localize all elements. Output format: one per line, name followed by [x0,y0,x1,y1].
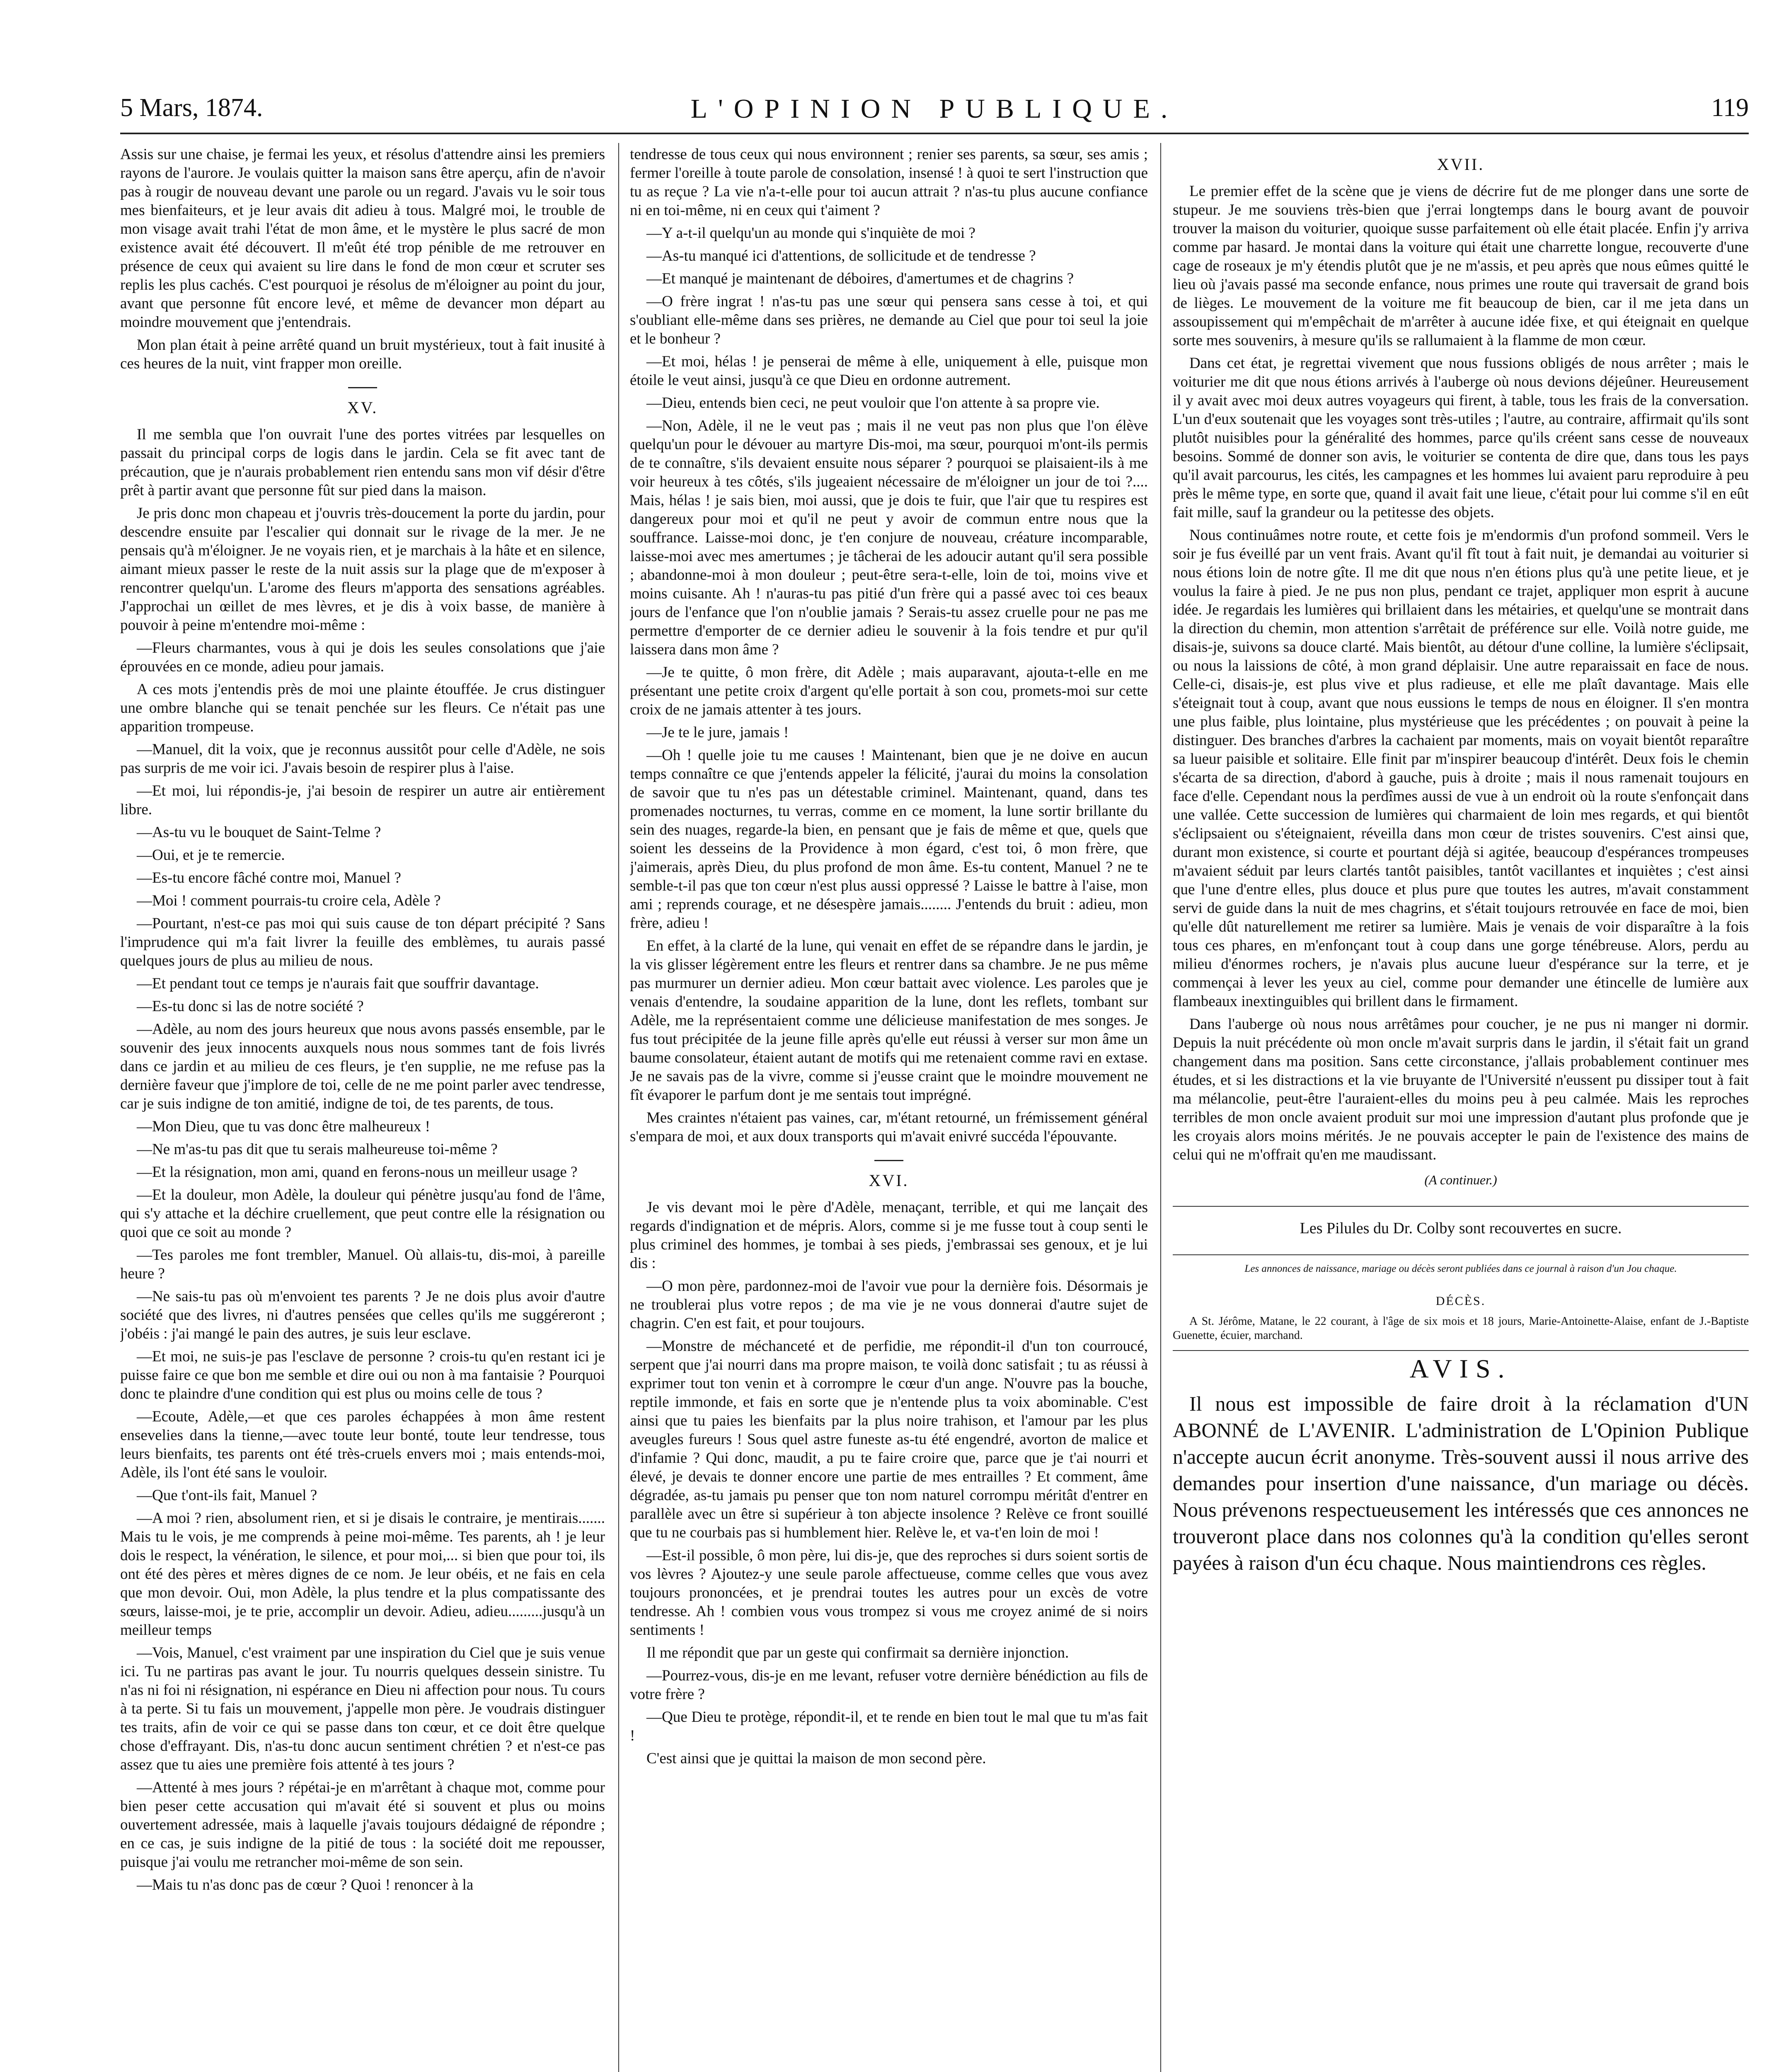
paragraph: Je vis devant moi le père d'Adèle, menaçant, terrible, et qui me lançait des regards d'indignation et de mépris. Alors, comme si je me fusse tout à coup senti le plus criminel des hommes, je tombai à ses pieds, j'embrassai ses genoux, et je lui dis : [630,1199,1148,1272]
paragraph: —Manuel, dit la voix, que je reconnus aussitôt pour celle d'Adèle, ne sois pas surpris de me voir ici. J'avais besoin de respirer plus à l'aise. [120,741,605,777]
paragraph: —Et moi, ne suis-je pas l'esclave de personne ? crois-tu qu'en restant ici je puisse faire ce que bon me semble et dire oui ou non à ma fantaisie ? Pourquoi donc te plaindre d'une condition qui est plus ou moins celle de tous ? [120,1348,605,1402]
paragraph: —Tes paroles me font trembler, Manuel. Où allais-tu, dis-moi, à pareille heure ? [120,1247,605,1282]
paragraph: Dans l'auberge où nous nous arrêtâmes pour coucher, je ne pus ni manger ni dormir. Depuis la nuit précédente où mon oncle m'avait surpris dans le jardin, il s'était fait un grand changement dans ma position. Sans cette circonstance, j'allais probablement continuer mes études, et si les distractions et la vie bruyante de l'Université n'eussent pu dissiper tout à fait ma mélancolie, peut-être l'auraient-elles du moins peu à peu calmée. Mais les reproches terribles de mon oncle avaient produit sur moi une impression d'autant plus profonde que je les croyais alors moins mérités. Je ne pouvais accepter le pain de l'existence des mains de celui qui ne m'offrait qu'en me maudissant. [1173,1016,1749,1163]
paragraph: —Est-il possible, ô mon père, lui dis-je, que des reproches si durs soient sortis de vos lèvres ? Ajoutez-y une seule parole affectueuse, comme celles que vous avez toujours prononcées, et je prendrai toutes les autres pour un excès de votre tendresse. Ah ! combien vous vous trompez si vous me croyez animé de si noirs sentiments ! [630,1547,1148,1639]
paragraph: —Je te le jure, jamais ! [646,724,789,741]
paragraph: —Dieu, entends bien ceci, ne peut vouloir que l'on attente à sa propre vie. [646,395,1100,411]
paragraph: —Et moi, hélas ! je penserai de même à elle, uniquement à elle, puisque mon étoile le veut ainsi, jusqu'à ce que Dieu en ordonne autrement. [630,353,1148,389]
column-3 [1173,145,1749,2072]
paragraph: Nous continuâmes notre route, et cette fois je m'endormis d'un profond sommeil. Vers le soir je fus éveillé par un vent frais. Avant qu'il fît tout à fait nuit, je demandai au voiturier si nous étions loin de notre gîte. Il me dit que nous n'en étions plus qu'à une petite lieue, et je voulus la faire à pied. Je ne pus non plus, pendant ce trajet, appliquer mon esprit à aucune idée. Je regardais les lumières qui brillaient dans les métairies, et quelqu'une se montrait dans la direction du chemin, mon attention s'arrêtait de préférence sur elle. Voilà notre guide, me disais-je, suivons sa douce clarté. Mais bientôt, au détour d'une colline, la lumière s'éclipsait, ou nous la laissions de côté, à mon grand déplaisir. Une autre reparaissait en face de nous. Celle-ci, disais-je, est plus vive et plus radieuse, et elle me plaît davantage. Mais elle s'éteignait tout à coup, avant que nous eussions le temps de nous en éloigner. Il s'en montra une plus faible, plus lointaine, plus mystérieuse que les précédentes ; on pouvait à peine la distinguer. Des branches d'arbres la cachaient par moments, mais on voyait bientôt reparaître sa lueur paisible et solitaire. Elle finit par m'inspirer beaucoup d'intérêt. Deux fois le chemin s'écarta de sa direction, d'abord à gauche, puis à droite ; mais il nous ramenait toujours en face d'elle. Cependant nous la perdîmes aussi de vue à un endroit où la route s'enfonçait dans une vallée. Cette succession de lumières qui charmaient de loin mes regards, et qui bientôt s'éclipsaient ou s'éteignaient, réveilla dans mon cœur de tristes souvenirs. C'est ainsi que, durant mon existence, si courte et pourtant déjà si agitée, beaucoup d'espérances trompeuses m'avaient séduit par leurs clartés tantôt paisibles, tantôt vacillantes et inquiètes ; c'est ainsi que l'une d'entre elles, plus douce et plus pure que toutes les autres, m'avait constamment servi de guide dans la nuit de mes chagrins, et s'était toujours retrouvée en face de moi, bien qu'elle dût naturellement me retirer sa lumière. Mais je venais de voir disparaître à la fois tous ces phares, en m'enfonçant tout à coup dans une gorge ténébreuse. Alors, perdu au milieu d'énormes rochers, je n'avais plus aucune lueur d'espérance sur la terre, et je commençai à lever les yeux au ciel, comme pour demander une étincelle de lumière aux flambeaux inextinguibles qui brillent dans le firmament. [1173,527,1749,1010]
issue-date: 5 Mars, 1874. [120,94,263,122]
paragraph: —Pourtant, n'est-ce pas moi qui suis cause de ton départ précipité ? Sans l'imprudence qui m'a fait livrer la feuille des emblèmes, tu aurais passé quelques jours de plus au milieu de nous. [120,915,605,969]
chapter-heading: XV. [347,398,378,417]
to-be-continued: (A continuer.) [1424,1172,1497,1187]
paragraph: —Fleurs charmantes, vous à qui je dois les seules consolations que j'aie éprouvées en ce monde, adieu pour jamais. [120,639,605,675]
paragraph: —Es-tu encore fâché contre moi, Manuel ? [137,869,401,886]
section-rule [348,387,377,388]
paragraph: —O mon père, pardonnez-moi de l'avoir vue pour la dernière fois. Désormais je ne troublerai plus votre repos ; de ma vie je ne vous donnerai d'autre sujet de chagrin. C'en est fait, et pour toujours. [630,1278,1148,1332]
divider [1173,1350,1749,1351]
header-rule [120,133,1749,134]
paragraph: —Et moi, lui répondis-je, j'ai besoin de respirer un autre air entièrement libre. [120,782,605,818]
paragraph: —Moi ! comment pourrais-tu croire cela, Adèle ? [137,892,441,909]
chapter-heading: XVI. [869,1171,909,1190]
paragraph: C'est ainsi que je quittai la maison de mon second père. [646,1750,986,1767]
paragraph: —Y a-t-il quelqu'un au monde qui s'inquiète de moi ? [646,225,975,242]
paragraph: Mon plan était à peine arrêté quand un bruit mystérieux, tout à fait inusité à ces heures de la nuit, vint frapper mon oreille. [120,336,605,372]
paragraph: —As-tu manqué ici d'attentions, de sollicitude et de tendresse ? [646,247,1036,264]
paragraph: —Oh ! quelle joie tu me causes ! Maintenant, bien que je ne doive en aucun temps connaître ce que j'entends appeler la félicité, j'aurai du moins la consolation de savoir que tu n'es pas un détestable criminel. Maintenant, quand, dans tes promenades nocturnes, tu verras, comme en ce moment, la lune sortir brillante du sein des nuages, regarde-la bien, en pensant que je fais de même et que, quels que soient les desseins de la Providence à mon égard, c'est toi, ô mon frère, que j'aimerais, après Dieu, du plus profond de mon âme. Es-tu content, Manuel ? ne te semble-t-il pas que ton cœur n'est plus aussi oppressé ? Laisse le battre à l'aise, mon ami ; reprends courage, et ne désespère jamais........ J'entends du bruit : adieu, mon frère, adieu ! [630,747,1148,932]
newspaper-title: L'OPINION PUBLIQUE. [690,94,1179,124]
deaths-heading: DÉCÈS. [1435,1294,1486,1308]
paragraph: —Que Dieu te protège, répondit-il, et te rende en bien tout le mal que tu m'as fait ! [630,1709,1148,1744]
paragraph: Mes craintes n'étaient pas vaines, car, m'étant retourné, un frémissement général s'empara de moi, et aux doux transports qui m'avait enivré succéda l'épouvante. [630,1109,1148,1145]
paragraph: —Mais tu n'as donc pas de cœur ? Quoi ! renoncer à la [137,1876,474,1893]
paragraph: —Adèle, au nom des jours heureux que nous avons passés ensemble, par le souvenir des jeux innocents auxquels nous nous sommes tant de fois livrés dans ce jardin et au milieu de ces fleurs, je t'en supplie, ne me refuse pas la dernière faveur que j'implore de toi, celle de ne me point parler avec tendresse, car je suis indigne de ton amitié, indigne de toi, de tes parents, de tous. [120,1021,605,1112]
paragraph: —Et manqué je maintenant de déboires, d'amertumes et de chagrins ? [646,270,1074,287]
divider [1173,1254,1749,1255]
paragraph: —Oui, et je te remercie. [137,847,285,864]
notice-heading: AVIS. [1409,1354,1512,1383]
paragraph: —Ecoute, Adèle,—et que ces paroles échappées à mon âme restent ensevelies dans la tienne,—avec toute leur bonté, toute leur tendresse, tous leurs bienfaits, tes parents ont été très-cruels envers moi ; mais entends-moi, Adèle, ils l'ont été sans le vouloir. [120,1408,605,1481]
paragraph: —Attenté à mes jours ? répétai-je en m'arrêtant à chaque mot, comme pour bien peser cette accusation qui m'avait été si souvent et plus ou moins ouvertement adressée, mais à laquelle j'avais toujours dédaigné de répondre ; en ce cas, je suis indigne de la pitié de tous : la société doit me repousser, puisque j'ai voulu me retrancher moi-même de son sein. [120,1779,605,1871]
paragraph: —Monstre de méchanceté et de perfidie, me répondit-il d'un ton courroucé, serpent que j'ai nourri dans ma propre maison, te voilà donc satisfait ; tu as réussi à exprimer tout ton venin et à corrompre le cœur d'un ange. N'ouvre pas la bouche, reptile immonde, et fais en sorte que je n'entende plus ta voix abominable. C'est ainsi que tu paies les bienfaits par la plus noire trahison, et l'amour par les plus aveugles fureurs ! Sous quel astre funeste as-tu été engendré, avorton de malice et d'infamie ? Qui donc, maudit, a pu te faire croire que, parce que je t'ai nourri et élevé, je devais te donner encore une partie de mes entrailles ? Et comment, âme dégradée, as-tu jamais pu penser que ton nom naturel corrompu méritât d'entrer en parallèle avec un être si supérieur à ton abjecte insolence ? Relève ce front souillé que tu ne courbais pas si humblement hier. Relève le, et va-t'en loin de moi ! [630,1338,1148,1541]
paragraph: tendresse de tous ceux qui nous environnent ; renier ses parents, sa sœur, ses amis ; fermer l'oreille à toute parole de consolation, insensé ! à quoi te sert l'instruction que tu as reçue ? La vie n'a-t-elle pour toi aucun attrait ? n'as-tu plus aucune confiance ni en toi-même, ni en ceux qui t'aiment ? [630,146,1148,219]
paragraph: —Es-tu donc si las de notre société ? [137,998,364,1015]
paragraph: —Non, Adèle, il ne le veut pas ; mais il ne veut pas non plus que l'on élève quelqu'un pour le dévouer au martyre Dis-moi, ma sœur, pourquoi m'ont-ils permis de te connaître, s'ils devaient ensuite nous séparer ? pourquoi se plaisaient-ils à me voir heureux à tes côtés, s'ils jugeaient nécessaire de m'éloigner un jour de toi ?.... Mais, hélas ! je sais bien, moi aussi, que je dois te fuir, que l'air que tu respires est dangereux pour moi et qu'il ne peut y avoir de commun entre nous que la souffrance. Laisse-moi donc, je t'en conjure de nouveau, créature incomparable, laisse-moi avec mes amertumes ; je tâcherai de les adoucir autant qu'il sera possible ; abandonne-moi à mon douleur ; peut-être sera-t-elle, loin de toi, moins vive et moins cuisante. Ah ! n'auras-tu pas pitié d'un frère qui a passé avec toi ces beaux jours de l'enfance que l'on n'oublie jamais ? Serais-tu assez cruelle pour ne pas me permettre d'emporter de ce dernier adieu le souvenir à la fois tendre et pur qu'il laissera dans mon âme ? [630,417,1148,658]
paragraph: A ces mots j'entendis près de moi une plainte étouffée. Je crus distinguer une ombre blanche qui se tenait penchée sur les fleurs. Ce n'était pas une apparition trompeuse. [120,681,605,735]
advertisement: Les Pilules du Dr. Colby sont recouvertes en sucre. [1300,1220,1622,1237]
paragraph: —Et pendant tout ce temps je n'aurais fait que souffrir davantage. [137,975,539,992]
paragraph: —Je te quitte, ô mon frère, dit Adèle ; mais auparavant, ajouta-t-elle en me présentant une petite croix d'argent qu'elle portait à son cou, promets-moi sur cette croix de ne jamais attenter à tes jours. [630,664,1148,718]
notice-text: Il nous est impossible de faire droit à la réclamation d'UN ABONNÉ de L'AVENIR. L'administration de L'Opinion Publique n'accepte aucun écrit anonyme. Très-souvent aussi il nous arrive des demandes pour insertion d'une naissance, d'un mariage ou décès. Nous prévenons respectueusement les intéressés que ces annonces ne trouveront place dans nos colonnes qu'à la condition qu'elles seront payées à raison d'un écu chaque. Nous maintiendrons ces règles. [1173,1392,1749,1574]
paragraph: —A moi ? rien, absolument rien, et si je disais le contraire, je mentirais....... Mais tu le vois, je me comprends à peine moi-même. Tes parents, ah ! je leur dois le respect, la vénération, le silence, et pour moi,... si bien que pour toi, ils ont été des pères et mères dignes de ce nom. Je leur obéis, et ne fais en cela que mon devoir. Oui, mon Adèle, la plus tendre et la plus compatissante des sœurs, laisse-moi, je te prie, accomplir un devoir. Adieu, adieu.........jusqu'à un meilleur temps [120,1510,605,1639]
paragraph: —Pourrez-vous, dis-je en me levant, refuser votre dernière bénédiction au fils de votre frère ? [630,1667,1148,1703]
column-divider [1160,143,1161,2072]
paragraph: —As-tu vu le bouquet de Saint-Telme ? [137,824,381,841]
paragraph: Il me sembla que l'on ouvrait l'une des portes vitrées par lesquelles on passait du principal corps de logis dans le jardin. Cela se fit avec tant de précaution, que je n'aurais probablement rien entendu sans mon vif désir d'être prêt à partir avant que personne fût sur pied dans la maison. [120,426,605,499]
paragraph: —Que t'ont-ils fait, Manuel ? [137,1487,317,1504]
page-number: 119 [1711,94,1749,122]
paragraph: —Ne m'as-tu pas dit que tu serais malheureuse toi-même ? [137,1141,498,1158]
announcement-notice: Les annonces de naissance, mariage ou décès seront publiées dans ce journal à raison d'un Jou chaque. [1244,1263,1677,1274]
paragraph: Il me répondit que par un geste qui confirmait sa dernière injonction. [646,1644,1069,1661]
paragraph: —Et la résignation, mon ami, quand en ferons-nous un meilleur usage ? [137,1164,578,1181]
column-1 [120,145,605,2072]
paragraph: Le premier effet de la scène que je viens de décrire fut de me plonger dans une sorte de stupeur. Je me souviens très-bien que j'errai longtemps dans le bourg avant de pouvoir trouver la maison du voiturier, quoique susse parfaitement où elle était placée. Enfin j'y arriva comme par hasard. Je montai dans la voiture qui était une charrette longue, recouverte d'une cage de roseaux je m'y étendis plutôt que je ne m'assis, et peu après que nous eûmes quitté le lieu où j'avais passé ma seconde enfance, nous primes une route qui traversait de grand bois de lièges. Le mouvement de la voiture me fit beaucoup de bien, car il me jeta dans un assoupissement qui m'empêchait de m'arrêter à aucune idée fixe, et qui éteignait en quelque sorte mes souvenirs, à mesure qu'ils se rallumaient à la flamme de mon cœur. [1173,183,1749,349]
section-rule [874,1160,903,1161]
paragraph: Assis sur une chaise, je fermai les yeux, et résolus d'attendre ainsi les premiers rayons de l'aurore. Je voulais quitter la maison sans être aperçu, afin de n'avoir pas à rougir de nouveau devant une parole ou un regard. J'avais vu le soir tous mes bienfaiteurs, et je leur avais dit adieu à tous. Malgré moi, le trouble de mon visage avait trahi l'état de mon âme, et le mystère le plus sacré de mon existence avait été découvert. Il m'eût été trop pénible de me retrouver en présence de ceux qui avaient su lire dans le fond de mon cœur et scruter ses replis les plus cachés. C'est pourquoi je résolus de m'éloigner au point du jour, avant que personne fût encore levé, et même de devancer mon départ au moindre mouvement que j'entendrais. [120,146,605,331]
column-2 [630,145,1148,2072]
paragraph: —Vois, Manuel, c'est vraiment par une inspiration du Ciel que je suis venue ici. Tu ne partiras pas avant le jour. Tu nourris quelques dessein sinistre. Tu n'as ni foi ni résignation, ni espérance en Dieu ni affection pour nous. Tu cours à ta perte. Si tu fais un mouvement, j'appelle mon père. Je voudrais distinguer tes traits, afin de voir ce qui se passe dans ton cœur, et ce doit être quelque chose d'effrayant. Dis, n'as-tu donc aucun sentiment chrétien ? et n'est-ce pas assez que tu aies une première fois attenté à tes jours ? [120,1644,605,1773]
paragraph: —O frère ingrat ! n'as-tu pas une sœur qui pensera sans cesse à toi, et qui s'oubliant elle-même dans ses prières, ne demande au Ciel que pour toi seul la joie et le bonheur ? [630,293,1148,347]
paragraph: En effet, à la clarté de la lune, qui venait en effet de se répandre dans le jardin, je la vis glisser légèrement entre les fleurs et rentrer dans sa chambre. Je ne pus même pas murmurer un dernier adieu. Mon cœur battait avec violence. Les paroles que je venais d'entendre, la soudaine apparition de la lune, dont les reflets, tombant sur Adèle, me la représentaient comme une délicieuse manifestation de mes songes. Je fus tout précipitée de la jeune fille après qu'elle eut réussi à verser sur mon âme un baume consolateur, étaient autant de motifs qui me retenaient comme ravi en extase. Je ne savais pas de la vivre, comme si j'eusse craint que le moindre mouvement ne fît évaporer le parfum dont je me sentais tout imprégné. [630,937,1148,1104]
paragraph: Je pris donc mon chapeau et j'ouvris très-doucement la porte du jardin, pour descendre ensuite par l'escalier qui donnait sur le rivage de la mer. Je ne pensais qu'à m'éloigner. Je ne voyais rien, et je marchais à la hâte et en silence, aimant mieux passer le reste de la nuit assis sur la plage que de m'exposer à rencontrer quelqu'un. L'arome des fleurs m'apporta des sensations agréables. J'approchai un œillet de mes lèvres, et je dis à voix basse, de manière à pouvoir à peine m'entendre moi-même : [120,505,605,634]
divider [1173,1206,1749,1207]
paragraph: —Ne sais-tu pas où m'envoient tes parents ? Je ne dois plus avoir d'autre société que des livres, ni d'autres pensées que celles qu'ils me suggéreront ; j'obéis : j'ai mangé le pain des autres, je suis leur esclave. [120,1288,605,1342]
column-divider [618,143,619,2072]
page-header [120,93,1749,131]
paragraph: Dans cet état, je regrettai vivement que nous fussions obligés de nous arrêter ; mais le voiturier me dit que nous étions arrivés à l'auberge où nous devions déjeûner. Heureusement il y avait avec moi deux autres voyageurs qui firent, à table, tous les frais de la conversation. L'un d'eux soutenait que les voyages sont très-utiles ; l'autre, au contraire, affirmait qu'ils sont plutôt nuisibles pour la généralité des hommes, parce qu'ils créent sans cesse de nouveaux besoins. Sommé de donner son avis, le voiturier se contenta de dire que, dans tous les pays qu'il avait parcourus, les cités, les campagnes et les hommes lui avaient paru reproduire à peu près le même type, en sorte que, quand il avait fait une lieue, c'était pour lui comme s'il en eût fait mille, sauf la grandeur ou la petitesse des objets. [1173,355,1749,521]
death-notice: A St. Jérôme, Matane, le 22 courant, à l'âge de six mois et 18 jours, Marie-Antoinette-Alaise, enfant de J.-Baptiste Guenette, écuier, marchand. [1173,1315,1749,1342]
paragraph: —Mon Dieu, que tu vas donc être malheureux ! [137,1118,430,1135]
chapter-heading: XVII. [1437,155,1485,174]
paragraph: —Et la douleur, mon Adèle, la douleur qui pénètre jusqu'au fond de l'âme, qui s'y attache et la déchire cruellement, que peut contre elle la résignation ou quoi que ce soit au monde ? [120,1186,605,1241]
